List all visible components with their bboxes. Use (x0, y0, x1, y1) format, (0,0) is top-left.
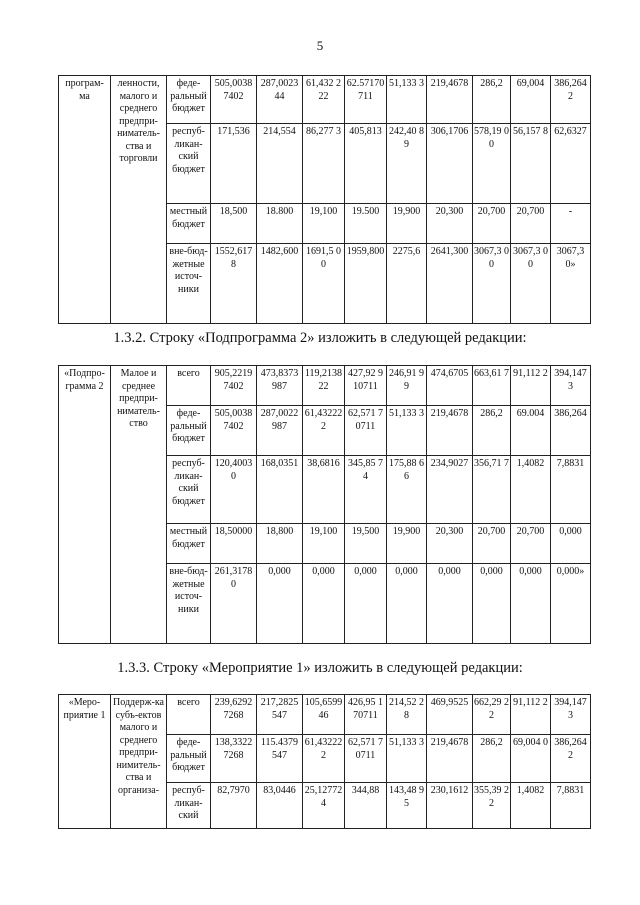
amount-cell: 69.004 (511, 406, 551, 456)
amount-cell: 663,61 7 (473, 366, 511, 406)
amount-cell: 18,50000 (211, 524, 257, 564)
table-row (59, 695, 591, 735)
amount-cell: 38,6816 (303, 456, 345, 524)
amount-cell: 20,300 (427, 524, 473, 564)
amount-cell: 287,0022 987 (257, 406, 303, 456)
amount-cell: 0,000 (303, 564, 345, 644)
amount-cell: 51,133 3 (387, 76, 427, 124)
amount-cell: 168,0351 (257, 456, 303, 524)
amount-cell: 175,88 66 (387, 456, 427, 524)
amount-cell: 0,000 (345, 564, 387, 644)
amount-cell: 2275,6 (387, 244, 427, 324)
amount-cell: 20,700 (511, 204, 551, 244)
amount-cell: 0,000» (551, 564, 591, 644)
amount-cell: 219,4678 (427, 735, 473, 783)
amount-cell: 905,2219 7402 (211, 366, 257, 406)
amount-cell: 0,000 (427, 564, 473, 644)
amount-cell: 20,700 (473, 524, 511, 564)
funding-source-cell: респуб-ликан-ский (167, 783, 211, 829)
amount-cell: 287,0023 44 (257, 76, 303, 124)
amount-cell: 286,2 (473, 406, 511, 456)
amount-cell: 394,1473 (551, 366, 591, 406)
amount-cell: 25,12772 4 (303, 783, 345, 829)
amount-cell: 120,4003 0 (211, 456, 257, 524)
amount-cell: 261,3178 0 (211, 564, 257, 644)
amount-cell: 214,554 (257, 124, 303, 204)
amount-cell: 427,92 910711 (345, 366, 387, 406)
amount-cell: 1,4082 (511, 783, 551, 829)
amount-cell: 386,2642 (551, 76, 591, 124)
amount-cell: 86,277 3 (303, 124, 345, 204)
amount-cell: 119,2138 22 (303, 366, 345, 406)
amount-cell: 286,2 (473, 76, 511, 124)
funding-source-cell: феде-ральный бюджет (167, 735, 211, 783)
amount-cell: 19,900 (387, 524, 427, 564)
amount-cell: 217,2825 547 (257, 695, 303, 735)
amount-cell: 18,500 (211, 204, 257, 244)
amount-cell: 61,43222 2 (303, 406, 345, 456)
amount-cell: 1691,5 00 (303, 244, 345, 324)
amount-cell: 1959,800 (345, 244, 387, 324)
amount-cell: 344,88 (345, 783, 387, 829)
amount-cell: 18.800 (257, 204, 303, 244)
amount-cell: 115.4379 547 (257, 735, 303, 783)
amount-cell: 1552,617 8 (211, 244, 257, 324)
amount-cell: 242,40 89 (387, 124, 427, 204)
amount-cell: 219,4678 (427, 406, 473, 456)
amount-cell: 386,264 (551, 406, 591, 456)
amount-cell: 0,000 (511, 564, 551, 644)
program-cell: програм-ма (59, 76, 111, 324)
funding-source-cell: местный бюджет (167, 524, 211, 564)
funding-source-cell: феде-ральный бюджет (167, 76, 211, 124)
amount-cell: 0,000 (551, 524, 591, 564)
amount-cell: 62,571 70711 (345, 735, 387, 783)
amount-cell: 239,6292 7268 (211, 695, 257, 735)
amount-cell: 219,4678 (427, 76, 473, 124)
funding-source-cell: всего (167, 695, 211, 735)
amount-cell: 19,500 (345, 524, 387, 564)
amount-cell: 61,432 222 (303, 76, 345, 124)
amount-cell: 505,0038 7402 (211, 406, 257, 456)
amount-cell: 143,48 95 (387, 783, 427, 829)
description-cell: Поддерж-ка субъ-ектов малого и среднего предпри-нимитель-ства и организа- (111, 695, 167, 829)
amount-cell: 405,813 (345, 124, 387, 204)
amount-cell: 62,571 70711 (345, 406, 387, 456)
amount-cell: 19,900 (387, 204, 427, 244)
amount-cell: 171,536 (211, 124, 257, 204)
amount-cell: 51,133 3 (387, 735, 427, 783)
amount-cell: 246,91 99 (387, 366, 427, 406)
table-row (59, 76, 591, 124)
funding-source-cell: вне-бюд-жетные источ-ники (167, 244, 211, 324)
amount-cell: 69,004 0 (511, 735, 551, 783)
section-heading-1-3-3: 1.3.3. Строку «Мероприятие 1» изложить в следующей редакции: (117, 660, 523, 676)
funding-source-cell: местный бюджет (167, 204, 211, 244)
budget-table-activity-1 (58, 694, 591, 829)
amount-cell: 306,1706 (427, 124, 473, 204)
amount-cell: 473,8373 987 (257, 366, 303, 406)
amount-cell: 62.57170 711 (345, 76, 387, 124)
amount-cell: 2641,300 (427, 244, 473, 324)
amount-cell: 7,8831 (551, 783, 591, 829)
table-row (59, 366, 591, 406)
amount-cell: 230,1612 (427, 783, 473, 829)
amount-cell: 91,112 2 (511, 366, 551, 406)
amount-cell: 3067,3 00 (511, 244, 551, 324)
amount-cell: 62,6327 (551, 124, 591, 204)
amount-cell: 3067,3 00 (473, 244, 511, 324)
amount-cell: 82,7970 (211, 783, 257, 829)
amount-cell: 138,3322 7268 (211, 735, 257, 783)
description-cell: Малое и среднее предпри-ниматель-ство (111, 366, 167, 644)
amount-cell: 394,1473 (551, 695, 591, 735)
amount-cell: 474,6705 (427, 366, 473, 406)
amount-cell: 505,0038 7402 (211, 76, 257, 124)
funding-source-cell: респуб-ликан-ский бюджет (167, 456, 211, 524)
amount-cell: 105,6599 46 (303, 695, 345, 735)
program-cell: «Меро-приятие 1 (59, 695, 111, 829)
amount-cell: 286,2 (473, 735, 511, 783)
amount-cell: 19,100 (303, 524, 345, 564)
amount-cell: 69,004 (511, 76, 551, 124)
amount-cell: 0,000 (257, 564, 303, 644)
budget-table-subprogram-2 (58, 365, 591, 644)
amount-cell: 0,000 (387, 564, 427, 644)
amount-cell: 56,157 8 (511, 124, 551, 204)
amount-cell: 91,112 2 (511, 695, 551, 735)
amount-cell: 356,71 7 (473, 456, 511, 524)
amount-cell: 426,95 170711 (345, 695, 387, 735)
amount-cell: 51,133 3 (387, 406, 427, 456)
amount-cell: 1482,600 (257, 244, 303, 324)
amount-cell: 355,39 22 (473, 783, 511, 829)
amount-cell: 1,4082 (511, 456, 551, 524)
amount-cell: 234,9027 (427, 456, 473, 524)
page-number: 5 (316, 38, 324, 53)
description-cell: ленности, малого и среднего предпри-ниматель-ства и торговли (111, 76, 167, 324)
amount-cell: 0,000 (473, 564, 511, 644)
funding-source-cell: вне-бюд-жетные источ-ники (167, 564, 211, 644)
amount-cell: 19,100 (303, 204, 345, 244)
amount-cell: 19.500 (345, 204, 387, 244)
amount-cell: 20,300 (427, 204, 473, 244)
program-cell: «Подпро-грамма 2 (59, 366, 111, 644)
amount-cell: 214,52 28 (387, 695, 427, 735)
amount-cell: 20,700 (511, 524, 551, 564)
budget-table-program (58, 75, 591, 324)
section-heading-1-3-2: 1.3.2. Строку «Подпрограмма 2» изложить в следующей редакции: (113, 330, 527, 346)
amount-cell: 83,0446 (257, 783, 303, 829)
amount-cell: 662,29 22 (473, 695, 511, 735)
amount-cell: 386,2642 (551, 735, 591, 783)
amount-cell: 345,85 74 (345, 456, 387, 524)
amount-cell: 578,19 00 (473, 124, 511, 204)
amount-cell: 20,700 (473, 204, 511, 244)
amount-cell: 18,800 (257, 524, 303, 564)
amount-cell: 469,9525 (427, 695, 473, 735)
funding-source-cell: феде-ральный бюджет (167, 406, 211, 456)
amount-cell: 7,8831 (551, 456, 591, 524)
funding-source-cell: респуб-ликан-ский бюджет (167, 124, 211, 204)
funding-source-cell: всего (167, 366, 211, 406)
amount-cell: 3067,30» (551, 244, 591, 324)
amount-cell: - (551, 204, 591, 244)
amount-cell: 61,43222 2 (303, 735, 345, 783)
